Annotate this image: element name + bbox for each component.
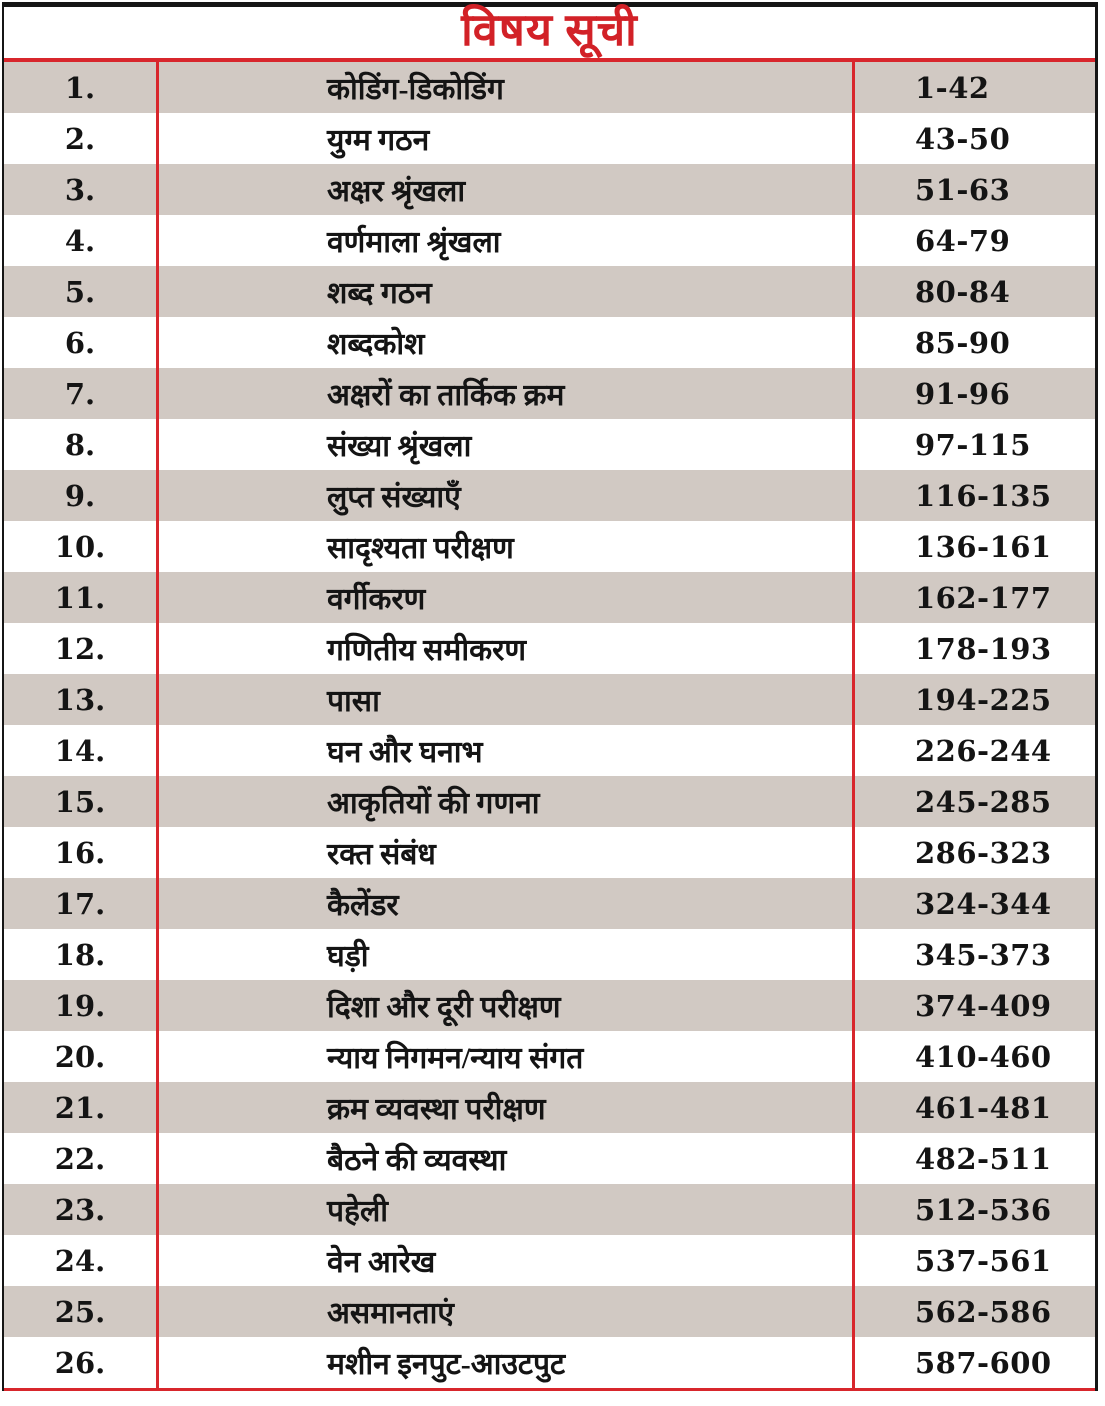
row-serial: 19. [54,988,106,1023]
table-row [4,623,1095,674]
row-topic: बैठने की व्यवस्था [327,1144,507,1177]
row-serial: 24. [54,1243,106,1278]
row-pages: 286-323 [915,835,1052,870]
row-pages: 64-79 [915,223,1011,258]
row-pages: 85-90 [915,325,1011,360]
row-pages: 537-561 [915,1243,1052,1278]
table-row [4,878,1095,929]
row-serial: 12. [54,631,106,666]
row-pages: 245-285 [915,784,1052,819]
row-pages: 374-409 [915,988,1052,1023]
row-serial: 21. [54,1090,106,1125]
row-serial: 22. [54,1141,106,1176]
row-topic: घन और घनाभ [327,736,483,769]
table-row [4,827,1095,878]
row-serial: 16. [54,835,106,870]
row-topic: अक्षर श्रृंखला [327,175,466,208]
row-pages: 587-600 [915,1345,1052,1380]
row-topic: वर्णमाला श्रृंखला [327,226,501,259]
table-row [4,317,1095,368]
row-topic: आकृतियों की गणना [327,787,540,820]
row-pages: 1-42 [915,70,990,105]
row-serial: 7. [64,376,96,411]
row-topic: लुप्त संख्याएँ [327,481,461,514]
row-serial: 10. [54,529,106,564]
table-row [4,980,1095,1031]
table-row [4,470,1095,521]
page-title: विषय सूची [461,5,638,55]
row-serial: 6. [64,325,96,360]
row-serial: 15. [54,784,106,819]
table-row [4,1133,1095,1184]
row-serial: 23. [54,1192,106,1227]
row-pages: 91-96 [915,376,1011,411]
table-row [4,674,1095,725]
row-pages: 178-193 [915,631,1052,666]
row-pages: 194-225 [915,682,1052,717]
row-topic: शब्द गठन [327,277,432,310]
table-row [4,1235,1095,1286]
row-serial: 8. [64,427,96,462]
table-of-contents [2,2,1098,1391]
row-serial: 13. [54,682,106,717]
row-serial: 9. [64,478,96,513]
row-pages: 482-511 [915,1141,1052,1176]
row-topic: शब्दकोश [327,328,425,361]
table-row [4,266,1095,317]
table-row [4,1286,1095,1337]
row-topic: युग्म गठन [327,124,430,157]
row-pages: 51-63 [915,172,1011,207]
row-pages: 136-161 [915,529,1052,564]
row-topic: रक्त संबंध [327,838,436,871]
row-topic: घड़ी [327,940,369,973]
row-serial: 26. [54,1345,106,1380]
row-serial: 2. [64,121,96,156]
row-serial: 20. [54,1039,106,1074]
table-row [4,419,1095,470]
row-topic: वेन आरेख [327,1246,436,1279]
table-row [4,368,1095,419]
row-serial: 5. [64,274,96,309]
row-serial: 3. [64,172,96,207]
row-pages: 324-344 [915,886,1052,921]
row-topic: अक्षरों का तार्किक क्रम [327,379,565,412]
row-topic: पहेली [327,1195,389,1228]
table-row [4,776,1095,827]
row-topic: कैलेंडर [327,889,399,922]
row-serial: 14. [54,733,106,768]
row-topic: न्याय निगमन/न्याय संगत [327,1042,584,1075]
row-serial: 17. [54,886,106,921]
table-row [4,1031,1095,1082]
row-pages: 116-135 [915,478,1052,513]
row-topic: मशीन इनपुट-आउटपुट [327,1348,566,1381]
table-row [4,725,1095,776]
row-topic: दिशा और दूरी परीक्षण [327,991,561,1024]
row-serial: 18. [54,937,106,972]
row-serial: 25. [54,1294,106,1329]
row-topic: सादृश्यता परीक्षण [327,532,514,565]
row-pages: 410-460 [915,1039,1052,1074]
row-topic: असमानताएं [327,1297,455,1330]
row-pages: 512-536 [915,1192,1052,1227]
row-pages: 80-84 [915,274,1011,309]
toc-rows [4,62,1095,1391]
table-row [4,1184,1095,1235]
row-pages: 43-50 [915,121,1011,156]
table-row [4,164,1095,215]
row-serial: 4. [64,223,96,258]
row-topic: कोडिंग-डिकोडिंग [327,73,504,106]
table-row [4,521,1095,572]
table-row [4,1337,1095,1388]
row-pages: 345-373 [915,937,1052,972]
row-pages: 97-115 [915,427,1031,462]
table-row [4,572,1095,623]
row-topic: पासा [327,685,380,718]
row-pages: 162-177 [915,580,1052,615]
row-topic: क्रम व्यवस्था परीक्षण [327,1093,546,1126]
row-topic: संख्या श्रृंखला [327,430,472,463]
title-band [4,7,1095,62]
row-topic: गणितीय समीकरण [327,634,527,667]
table-row [4,113,1095,164]
row-pages: 562-586 [915,1294,1052,1329]
table-row [4,929,1095,980]
table-row [4,215,1095,266]
row-topic: वर्गीकरण [327,583,426,616]
row-pages: 226-244 [915,733,1052,768]
row-serial: 11. [54,580,106,615]
row-serial: 1. [64,70,96,105]
table-row [4,1082,1095,1133]
table-row [4,62,1095,113]
row-pages: 461-481 [915,1090,1052,1125]
